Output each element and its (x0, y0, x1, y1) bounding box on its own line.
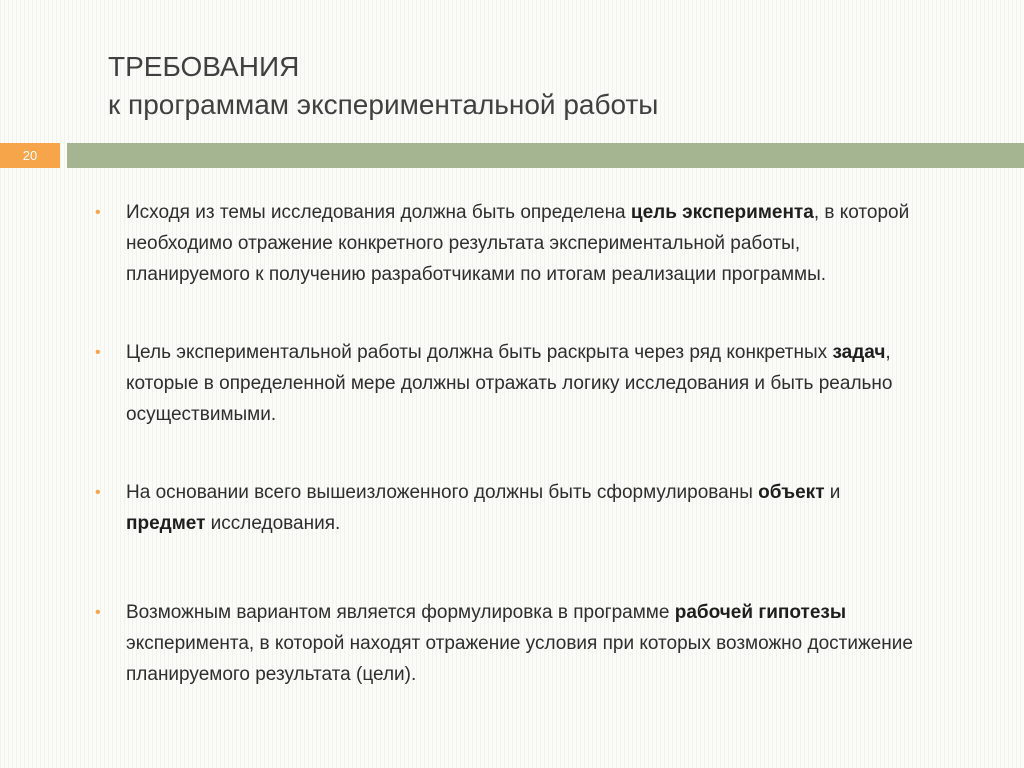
slide-title-line-1: ТРЕБОВАНИЯ (108, 51, 300, 82)
bullet-bold-term: задач (832, 342, 886, 363)
bullet-text: , которые в определенной мере должны отражать логику исследования и быть реально осуществимыми. (126, 342, 893, 425)
bullet-text: эксперимента, в которой находят отражение условия при которых возможно достижение планируемого результата (цели). (126, 633, 913, 685)
bullet-bold-term: объект (758, 482, 825, 503)
bullet-bold-term: предмет (126, 513, 206, 534)
title-divider-bar (67, 143, 1024, 168)
bullet-bold-term: рабочей гипотезы (674, 602, 847, 623)
bullet-text: исследования. (205, 513, 341, 534)
bullet-item-hypothesis (95, 597, 915, 690)
bullet-item-goal (95, 197, 915, 290)
bullet-text: Исходя из темы исследования должна быть определена (126, 202, 631, 223)
slide-title-line-2: к программам экспериментальной работы (108, 89, 659, 120)
bullet-item-tasks (95, 337, 915, 430)
bullet-text: и (824, 482, 841, 503)
slide-number-badge: 20 (0, 143, 60, 168)
bullet-dot-icon: • (95, 204, 101, 221)
bullet-text: , в которой необходимо отражение конкретного результата экспериментальной работы, планируемого к получению разработчиками по итогам реализации программы. (126, 202, 910, 285)
bullet-item-object-subject (95, 477, 915, 539)
bullet-text: Возможным вариантом является формулировка в программе (126, 602, 675, 623)
bullet-dot-icon: • (95, 344, 101, 361)
bullet-bold-term: цель эксперимента (630, 202, 814, 223)
bullet-dot-icon: • (95, 604, 101, 621)
bullet-text: На основании всего вышеизложенного должны быть сформулированы (126, 482, 759, 503)
bullet-text: Цель экспериментальной работы должна быть раскрыта через ряд конкретных (126, 342, 833, 363)
slide-title (108, 48, 988, 124)
bullet-dot-icon: • (95, 484, 101, 501)
bullet-list (95, 197, 915, 690)
